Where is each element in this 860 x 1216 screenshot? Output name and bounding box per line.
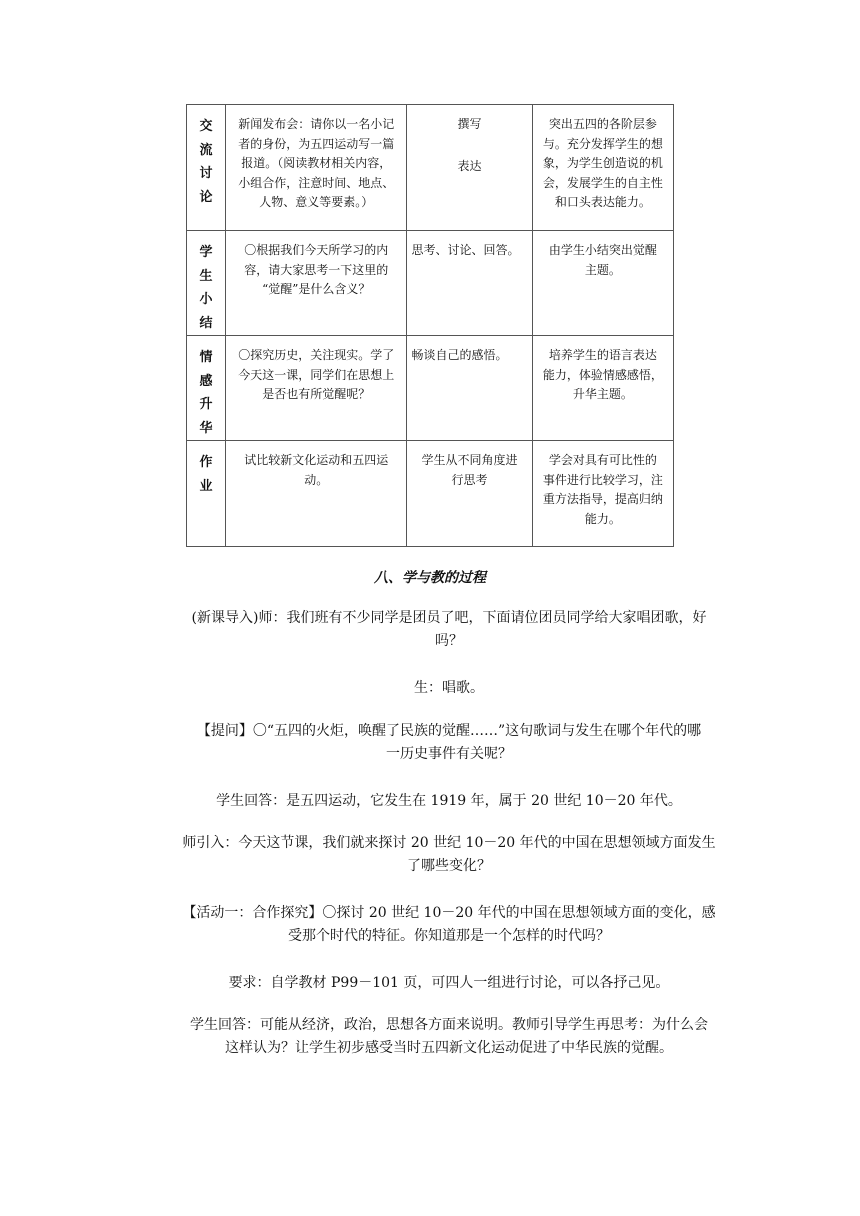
stage-cell: [187, 105, 226, 231]
text-line: 这样认为？让学生初步感受当时五四新文化运动促进了中华民族的觉醒。: [225, 1040, 673, 1056]
purpose-cell: [532, 336, 673, 441]
text-line: 吗？: [435, 633, 463, 649]
content-line: “觉醒”是什么含义？: [262, 282, 371, 296]
content-line: 人物、意义等要素。）: [259, 195, 374, 209]
paragraph-lead-in: [168, 832, 730, 878]
student-line: 表达: [457, 158, 482, 173]
paragraph-intro: [168, 607, 730, 653]
purpose-line: 升华主题。: [572, 387, 633, 401]
text-line: 学生回答：可能从经济，政治，思想各方面来说明。教师引导学生再思考：为什么会: [190, 1017, 708, 1033]
student-activity-cell: [407, 105, 532, 231]
purpose-line: 事件进行比较学习，注: [542, 472, 663, 487]
purpose-line: 培养学生的语言表达: [548, 348, 657, 362]
purpose-line: 能力。: [584, 511, 621, 526]
content-line: 动。: [304, 472, 329, 487]
purpose-line: 能力，体验情感感悟，: [542, 367, 663, 382]
content-cell: [226, 105, 407, 231]
content-cell: [226, 231, 407, 336]
text-line: 【活动一：合作探究】〇探讨 20 世纪 10－20 年代的中国在思想领域方面的变化，感: [182, 905, 716, 921]
text-line: 要求：自学教材 P99－101 页，可四人一组进行讨论，可以各抒己见。: [228, 975, 670, 991]
stage-cell: [187, 336, 226, 441]
paragraph-student-answer: [168, 1014, 730, 1060]
purpose-cell: [532, 441, 673, 547]
paragraph-requirement: [168, 972, 730, 995]
content-line: 报道。（阅读教材相关内容，: [241, 156, 392, 170]
purpose-line: 重方法指导，提高归纳: [542, 492, 663, 506]
table-row: [187, 105, 674, 231]
text-line: 学生回答：是五四运动，它发生在 1919 年，属于 20 世纪 10－20 年代。: [216, 793, 682, 809]
purpose-line: 和口头表达能力。: [554, 195, 651, 209]
stage-cell: [187, 231, 226, 336]
table-row: [187, 231, 674, 336]
student-line: 思考、讨论、回答。: [411, 243, 520, 257]
paragraph-activity: [168, 902, 730, 948]
text-line: 师引入：今天这节课，我们就来探讨 20 世纪 10－20 年代的中国在思想领域方面发生: [182, 835, 716, 851]
content-line: 今天这一课，同学们在思想上: [238, 367, 395, 382]
text-line: (新课导入)师：我们班有不少同学是团员了吧，下面请位团员同学给大家唱团歌，好: [191, 610, 707, 626]
content-line: 试比较新文化运动和五四运: [244, 453, 389, 467]
paragraph-answer: [168, 790, 730, 813]
text-line: 受那个时代的特征。你知道那是一个怎样的时代吗？: [288, 928, 610, 944]
section-title: 八、学与教的过程: [374, 570, 486, 586]
purpose-line: 突出五四的各阶层参: [548, 117, 657, 131]
content-line: 〇根据我们今天所学习的内: [244, 243, 389, 257]
content-cell: [226, 441, 407, 547]
table-row: [187, 336, 674, 441]
content-cell: [226, 336, 407, 441]
purpose-line: 会，发展学生的自主性: [542, 175, 663, 190]
student-line: 行思考: [451, 472, 488, 487]
text-line: 一历史事件有关呢？: [386, 746, 512, 762]
content-line: 小组合作，注意时间、地点、: [238, 175, 395, 190]
purpose-line: 象，为学生创造说的机: [542, 156, 663, 170]
content-line: 者的身份，为五四运动写一篇: [238, 136, 395, 151]
stage-label: 情感升华: [199, 350, 213, 436]
student-activity-cell: [407, 336, 532, 441]
text-line: 了哪些变化？: [407, 858, 491, 874]
stage-label: 学生小结: [199, 245, 213, 331]
paragraph-sing: [168, 677, 730, 700]
content-line: 新闻发布会：请你以一名小记: [238, 117, 395, 131]
purpose-line: 由学生小结突出觉醒: [548, 243, 657, 257]
table-row: [187, 441, 674, 547]
stage-cell: [187, 441, 226, 547]
purpose-cell: [532, 231, 673, 336]
student-activity-cell: [407, 441, 532, 547]
content-line: 〇探究历史，关注现实。学了: [238, 348, 395, 362]
paragraph-question: [168, 720, 730, 766]
content-line: 是否也有所觉醒呢？: [262, 387, 371, 401]
student-line: 畅谈自己的感悟。: [411, 348, 508, 362]
student-activity-cell: [407, 231, 532, 336]
purpose-line: 主题。: [584, 262, 621, 277]
purpose-cell: [532, 105, 673, 231]
student-line: 学生从不同角度进: [421, 453, 518, 467]
purpose-line: 与。充分发挥学生的想: [542, 136, 663, 151]
text-line: 【提问】〇“五四的火炬，唤醒了民族的觉醒……”这句歌词与发生在哪个年代的哪: [196, 723, 702, 739]
stage-label: 作业: [199, 455, 213, 494]
purpose-line: 学会对具有可比性的: [548, 453, 657, 467]
lesson-plan-table: [186, 104, 674, 547]
stage-label: 交流讨论: [199, 119, 213, 205]
student-line: 撰写: [457, 117, 482, 131]
content-line: 容，请大家思考一下这里的: [244, 262, 389, 277]
text-line: 生：唱歌。: [414, 680, 484, 696]
